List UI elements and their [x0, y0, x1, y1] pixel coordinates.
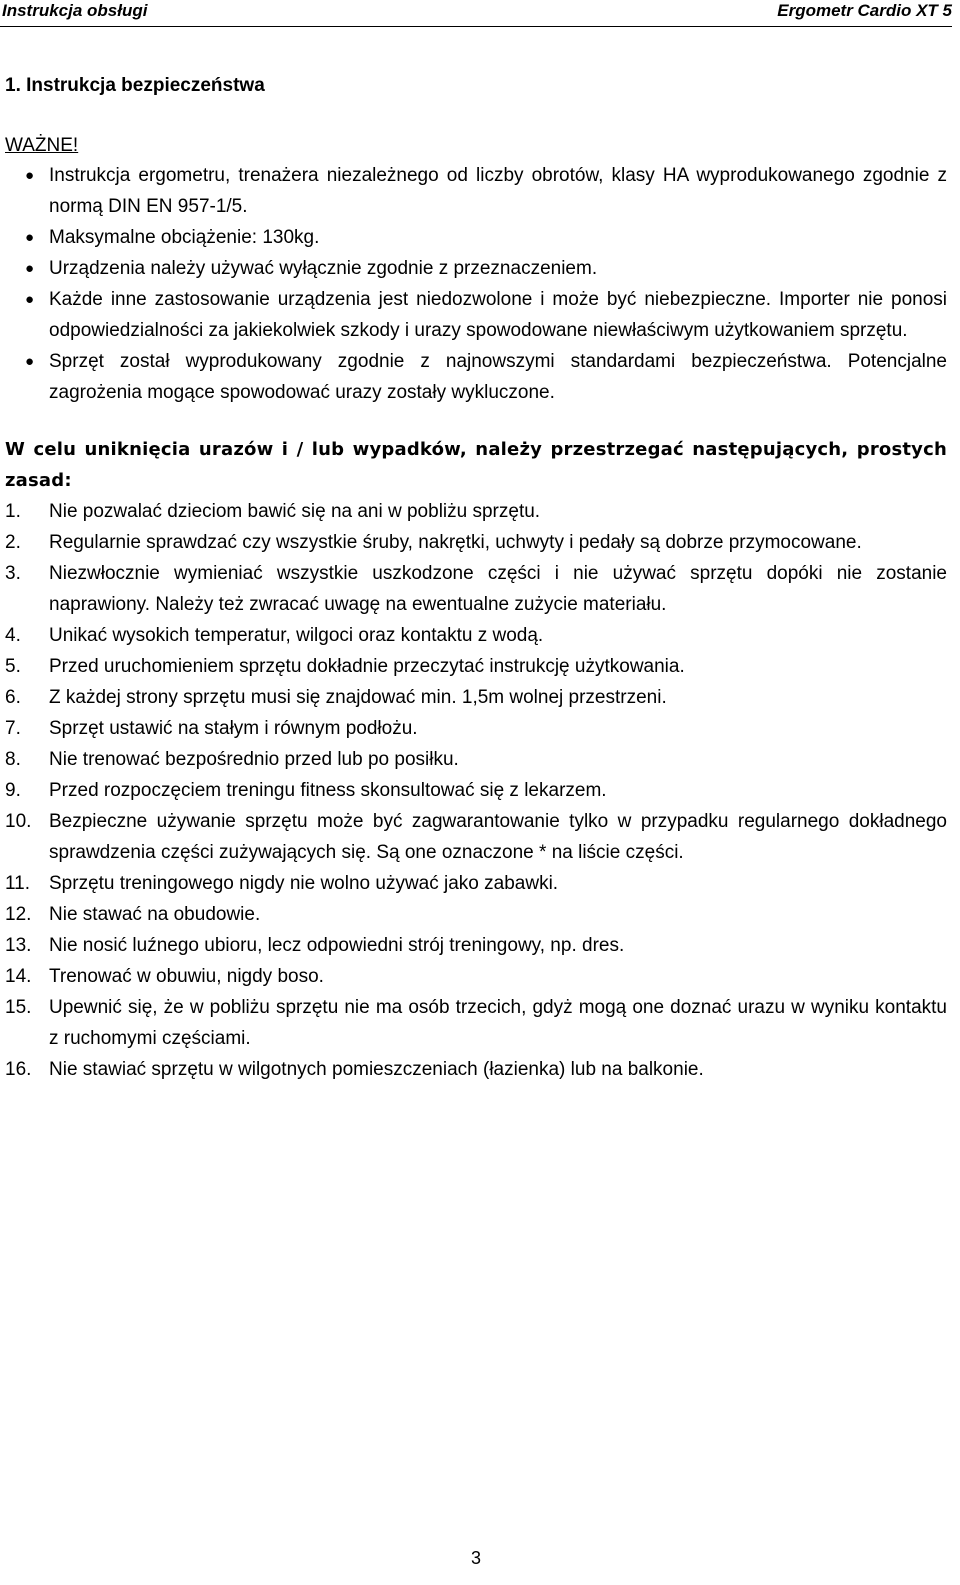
header-manual-title: Instrukcja obsługi	[2, 1, 148, 20]
bullet-item	[5, 160, 947, 222]
rule-item	[5, 1054, 947, 1085]
important-label: WAŻNE!	[5, 135, 79, 156]
rule-text: Upewnić się, że w pobliżu sprzętu nie ma osób trzecich, gdyż mogą one doznać urazu w wyniku kontaktu z ruchomymi częściami.	[49, 997, 947, 1049]
rule-number: 11.	[5, 873, 31, 894]
rule-item	[5, 775, 947, 806]
rule-text: Z każdej strony sprzętu musi się znajdować min. 1,5m wolnej przestrzeni.	[49, 687, 667, 708]
rule-text: Trenować w obuwiu, nigdy boso.	[49, 966, 324, 987]
rule-item	[5, 930, 947, 961]
bullet-icon: ●	[25, 260, 35, 277]
bullet-icon: ●	[25, 291, 35, 308]
rule-item	[5, 682, 947, 713]
bullet-item	[5, 284, 947, 346]
rule-text: Unikać wysokich temperatur, wilgoci oraz kontaktu z wodą.	[49, 625, 544, 646]
rule-text: Nie trenować bezpośrednio przed lub po posiłku.	[49, 749, 459, 770]
rule-item	[5, 496, 947, 527]
rule-item	[5, 961, 947, 992]
rule-text: Niezwłocznie wymieniać wszystkie uszkodzone części i nie używać sprzętu dopóki nie zostanie naprawiony. Należy też zwracać uwagę na ewentualne zużycie materiału.	[49, 563, 947, 615]
rule-number: 7.	[5, 718, 21, 739]
rule-text: Sprzęt ustawić na stałym i równym podłożu.	[49, 718, 418, 739]
rule-item	[5, 992, 947, 1054]
rule-text: Regularnie sprawdzać czy wszystkie śruby, nakrętki, uchwyty i pedały są dobrze przymocowane.	[49, 532, 862, 553]
rule-number: 4.	[5, 625, 21, 646]
safety-rules-list	[5, 496, 947, 1085]
rule-number: 14.	[5, 966, 32, 987]
rule-text: Przed uruchomieniem sprzętu dokładnie przeczytać instrukcję użytkowania.	[49, 656, 685, 677]
rule-number: 13.	[5, 935, 32, 956]
rule-number: 5.	[5, 656, 21, 677]
rule-number: 16.	[5, 1059, 32, 1080]
bullet-text: Sprzęt został wyprodukowany zgodnie z najnowszymi standardami bezpieczeństwa. Potencjalne zagrożenia mogące spowodować urazy zostały wykluczone.	[49, 351, 947, 403]
rule-text: Przed rozpoczęciem treningu fitness skonsultować się z lekarzem.	[49, 780, 607, 801]
rule-number: 1.	[5, 501, 21, 522]
rule-item	[5, 899, 947, 930]
rule-item	[5, 868, 947, 899]
rule-item	[5, 527, 947, 558]
header-product-name: Ergometr Cardio XT 5	[777, 1, 952, 20]
page-number: 3	[470, 1548, 481, 1568]
bullet-text: Każde inne zastosowanie urządzenia jest niedozwolone i może być niebezpieczne. Importer nie ponosi odpowiedzialności za jakiekolwiek szkody i urazy spowodowane niewłaściwym użytkowaniem sprzętu.	[49, 289, 947, 341]
bullet-icon: ●	[25, 167, 35, 184]
rule-text: Nie nosić luźnego ubioru, lecz odpowiedni strój treningowy, np. dres.	[49, 935, 625, 956]
bullet-icon: ●	[25, 229, 35, 246]
section-title: 1. Instrukcja bezpieczeństwa	[5, 75, 265, 96]
rule-number: 2.	[5, 532, 21, 553]
bullet-text: Maksymalne obciążenie: 130kg.	[49, 227, 320, 248]
document-body	[5, 72, 947, 1085]
rule-item	[5, 651, 947, 682]
page-header	[0, 0, 952, 27]
rule-number: 9.	[5, 780, 21, 801]
rule-number: 10.	[5, 811, 32, 832]
rule-number: 6.	[5, 687, 21, 708]
bullet-text: Urządzenia należy używać wyłącznie zgodnie z przeznaczeniem.	[49, 258, 598, 279]
rule-number: 15.	[5, 997, 32, 1018]
rule-item	[5, 806, 947, 868]
rule-item	[5, 620, 947, 651]
rule-item	[5, 558, 947, 620]
rule-text: Nie pozwalać dzieciom bawić się na ani w pobliżu sprzętu.	[49, 501, 541, 522]
important-bullet-list	[5, 160, 947, 408]
rule-text: Nie stawiać sprzętu w wilgotnych pomieszczeniach (łazienka) lub na balkonie.	[49, 1059, 704, 1080]
rule-item	[5, 744, 947, 775]
rule-item	[5, 713, 947, 744]
rule-text: Sprzętu treningowego nigdy nie wolno używać jako zabawki.	[49, 873, 559, 894]
rule-number: 12.	[5, 904, 32, 925]
bullet-item	[5, 222, 947, 253]
bullet-item	[5, 346, 947, 408]
bullet-text: Instrukcja ergometru, trenażera niezależnego od liczby obrotów, klasy HA wyprodukowanego zgodnie z normą DIN EN 957-1/5.	[49, 165, 947, 217]
rule-number: 8.	[5, 749, 21, 770]
rules-heading: W celu uniknięcia urazów i / lub wypadków, należy przestrzegać następujących, prostych zasad:	[5, 439, 947, 491]
bullet-item	[5, 253, 947, 284]
rule-number: 3.	[5, 563, 21, 584]
bullet-icon: ●	[25, 353, 35, 370]
rule-text: Bezpieczne używanie sprzętu może być zagwarantowanie tylko w przypadku regularnego dokładnego sprawdzenia części zużywających się. Są one oznaczone * na liście części.	[49, 811, 947, 863]
rule-text: Nie stawać na obudowie.	[49, 904, 261, 925]
